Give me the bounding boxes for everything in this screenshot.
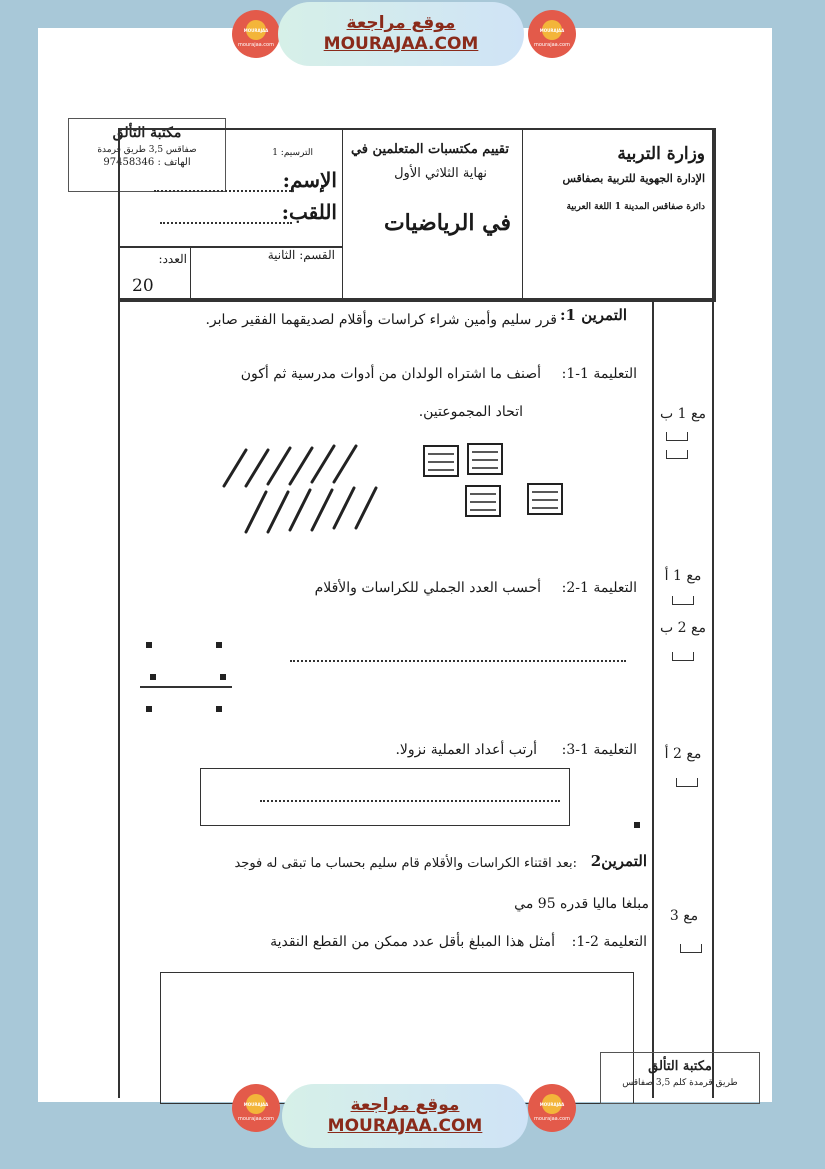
answer-field-q1-2[interactable] xyxy=(290,660,626,662)
banner-latin[interactable]: MOURAJAA.COM xyxy=(327,1116,483,1136)
pencil-mark xyxy=(290,448,312,484)
frame-left xyxy=(118,298,120,1098)
pencil-mark xyxy=(246,450,268,486)
surname-label: اللقب: xyxy=(281,200,337,224)
stamp-address: طريق قرمدة كلم 3,5 صفاقس xyxy=(622,1078,738,1088)
notebook-mark xyxy=(528,484,562,514)
frame-top-rule xyxy=(118,298,712,300)
pencil-mark xyxy=(334,446,356,482)
criterion-checkbox[interactable] xyxy=(672,652,694,661)
q2-1-label: التعليمة 2-1: xyxy=(571,934,647,950)
q1-2-label: التعليمة 1-2: xyxy=(561,580,637,596)
banner-latin[interactable]: MOURAJAA.COM xyxy=(323,34,479,54)
score-value: 20 xyxy=(132,276,154,296)
q1-3-label: التعليمة 1-3: xyxy=(561,742,637,758)
exam-subject: في الرياضيات xyxy=(383,210,511,236)
notebook-mark xyxy=(424,446,458,476)
notebook-mark xyxy=(468,444,502,474)
pencil-mark xyxy=(246,492,266,532)
addition-line xyxy=(140,686,232,688)
pencil-mark xyxy=(224,450,246,486)
sheet-number: الترسيم: 1 xyxy=(272,148,313,158)
exam-title-line2: نهاية الثلاثي الأول xyxy=(394,166,487,181)
q2-1-text: أمثل هذا المبلغ بأقل عدد ممكن من القطع النقدية xyxy=(270,934,555,950)
q1-2-text: أحسب العدد الجملي للكراسات والأقلام xyxy=(314,580,541,596)
pencil-mark xyxy=(312,490,332,530)
criterion-label: مع 1 أ xyxy=(664,568,702,584)
stamp-address: صفاقس 3,5 طريق قرمدة xyxy=(97,145,197,155)
pencil-mark xyxy=(290,490,310,530)
q1-1-text-2: اتحاد المجموعتين. xyxy=(418,404,523,420)
q1-3-text: أرتب أعداد العملية نزولا. xyxy=(395,742,537,758)
criterion-checkbox[interactable] xyxy=(676,778,698,787)
name-label: الإسم: xyxy=(282,168,337,192)
criterion-label: مع 2 ب xyxy=(660,620,706,636)
ministry-title: وزارة التربية xyxy=(617,144,705,164)
pencil-mark xyxy=(268,448,290,484)
criterion-checkbox[interactable] xyxy=(666,450,688,459)
surname-field[interactable] xyxy=(160,222,292,224)
criterion-checkbox[interactable] xyxy=(666,432,688,441)
logo-caption: mourajaa.com xyxy=(533,1116,570,1122)
exercise1-title: التمرين 1: xyxy=(559,306,627,324)
frame-right xyxy=(712,128,714,1098)
logo-icon: MOURAJAA xyxy=(246,1094,266,1114)
logo-right-top xyxy=(528,10,576,58)
pencil-mark xyxy=(312,446,334,482)
logo-left-top xyxy=(232,10,280,58)
exercise2-text-2: مبلغا ماليا قدره 95 مي xyxy=(514,896,649,912)
logo-right-bottom xyxy=(528,1084,576,1132)
pencil-mark xyxy=(356,488,376,528)
logo-icon: MOURAJAA xyxy=(542,20,562,40)
q1-1-text: أصنف ما اشتراه الولدان من أدوات مدرسية ثم أكون xyxy=(240,366,541,382)
class-label: القسم: الثانية xyxy=(267,248,335,262)
stamp-phone: الهاتف : 97458346 xyxy=(103,157,191,168)
site-banner-bottom[interactable] xyxy=(282,1084,528,1148)
answer-box-q1-3[interactable] xyxy=(200,768,570,826)
logo-caption: mourajaa.com xyxy=(533,42,570,48)
exercise2-text: :بعد اقتناء الكراسات والأقلام قام سليم بحساب ما تبقى له فوجد xyxy=(234,856,577,871)
school-supplies-illustration xyxy=(210,440,580,540)
name-field[interactable] xyxy=(154,190,294,192)
criterion-checkbox[interactable] xyxy=(680,944,702,953)
score-label: العدد: xyxy=(158,252,187,266)
district-title: دائرة صفاقس المدينة 1 اللغة العربية xyxy=(566,202,705,212)
criteria-column-divider xyxy=(652,298,654,1098)
exam-title-line1: تقييم مكتسبات المتعلمين في xyxy=(350,142,509,157)
logo-icon: MOURAJAA xyxy=(246,20,266,40)
exercise1-text: قرر سليم وأمين شراء كراسات وأقلام لصديقهما الفقير صابر. xyxy=(205,312,557,328)
criterion-checkbox[interactable] xyxy=(672,596,694,605)
logo-icon: MOURAJAA xyxy=(542,1094,562,1114)
notebook-mark xyxy=(466,486,500,516)
criterion-label: مع 1 ب xyxy=(660,406,706,422)
logo-left-bottom xyxy=(232,1084,280,1132)
region-title: الإدارة الجهوية للتربية بصفاقس xyxy=(562,172,705,185)
logo-caption: mourajaa.com xyxy=(237,42,274,48)
pencil-mark xyxy=(268,492,288,532)
answer-field-q1-3[interactable] xyxy=(260,800,560,802)
logo-caption: mourajaa.com xyxy=(237,1116,274,1122)
criterion-label: مع 3 xyxy=(669,908,699,924)
bookstore-stamp-bottom xyxy=(600,1052,760,1104)
pencil-mark xyxy=(334,488,354,528)
stamp-title: مكتبة التألق xyxy=(112,125,182,141)
exercise2-title: التمرين2 xyxy=(590,852,647,870)
criterion-label: مع 2 أ xyxy=(664,746,702,762)
stamp-title: مكتبة التألق xyxy=(648,1059,712,1074)
q1-1-label: التعليمة 1-1: xyxy=(561,366,637,382)
banner-arabic[interactable]: موقع مراجعة xyxy=(350,1095,460,1115)
site-banner-top[interactable] xyxy=(278,2,524,66)
banner-arabic[interactable]: موقع مراجعة xyxy=(346,13,456,33)
